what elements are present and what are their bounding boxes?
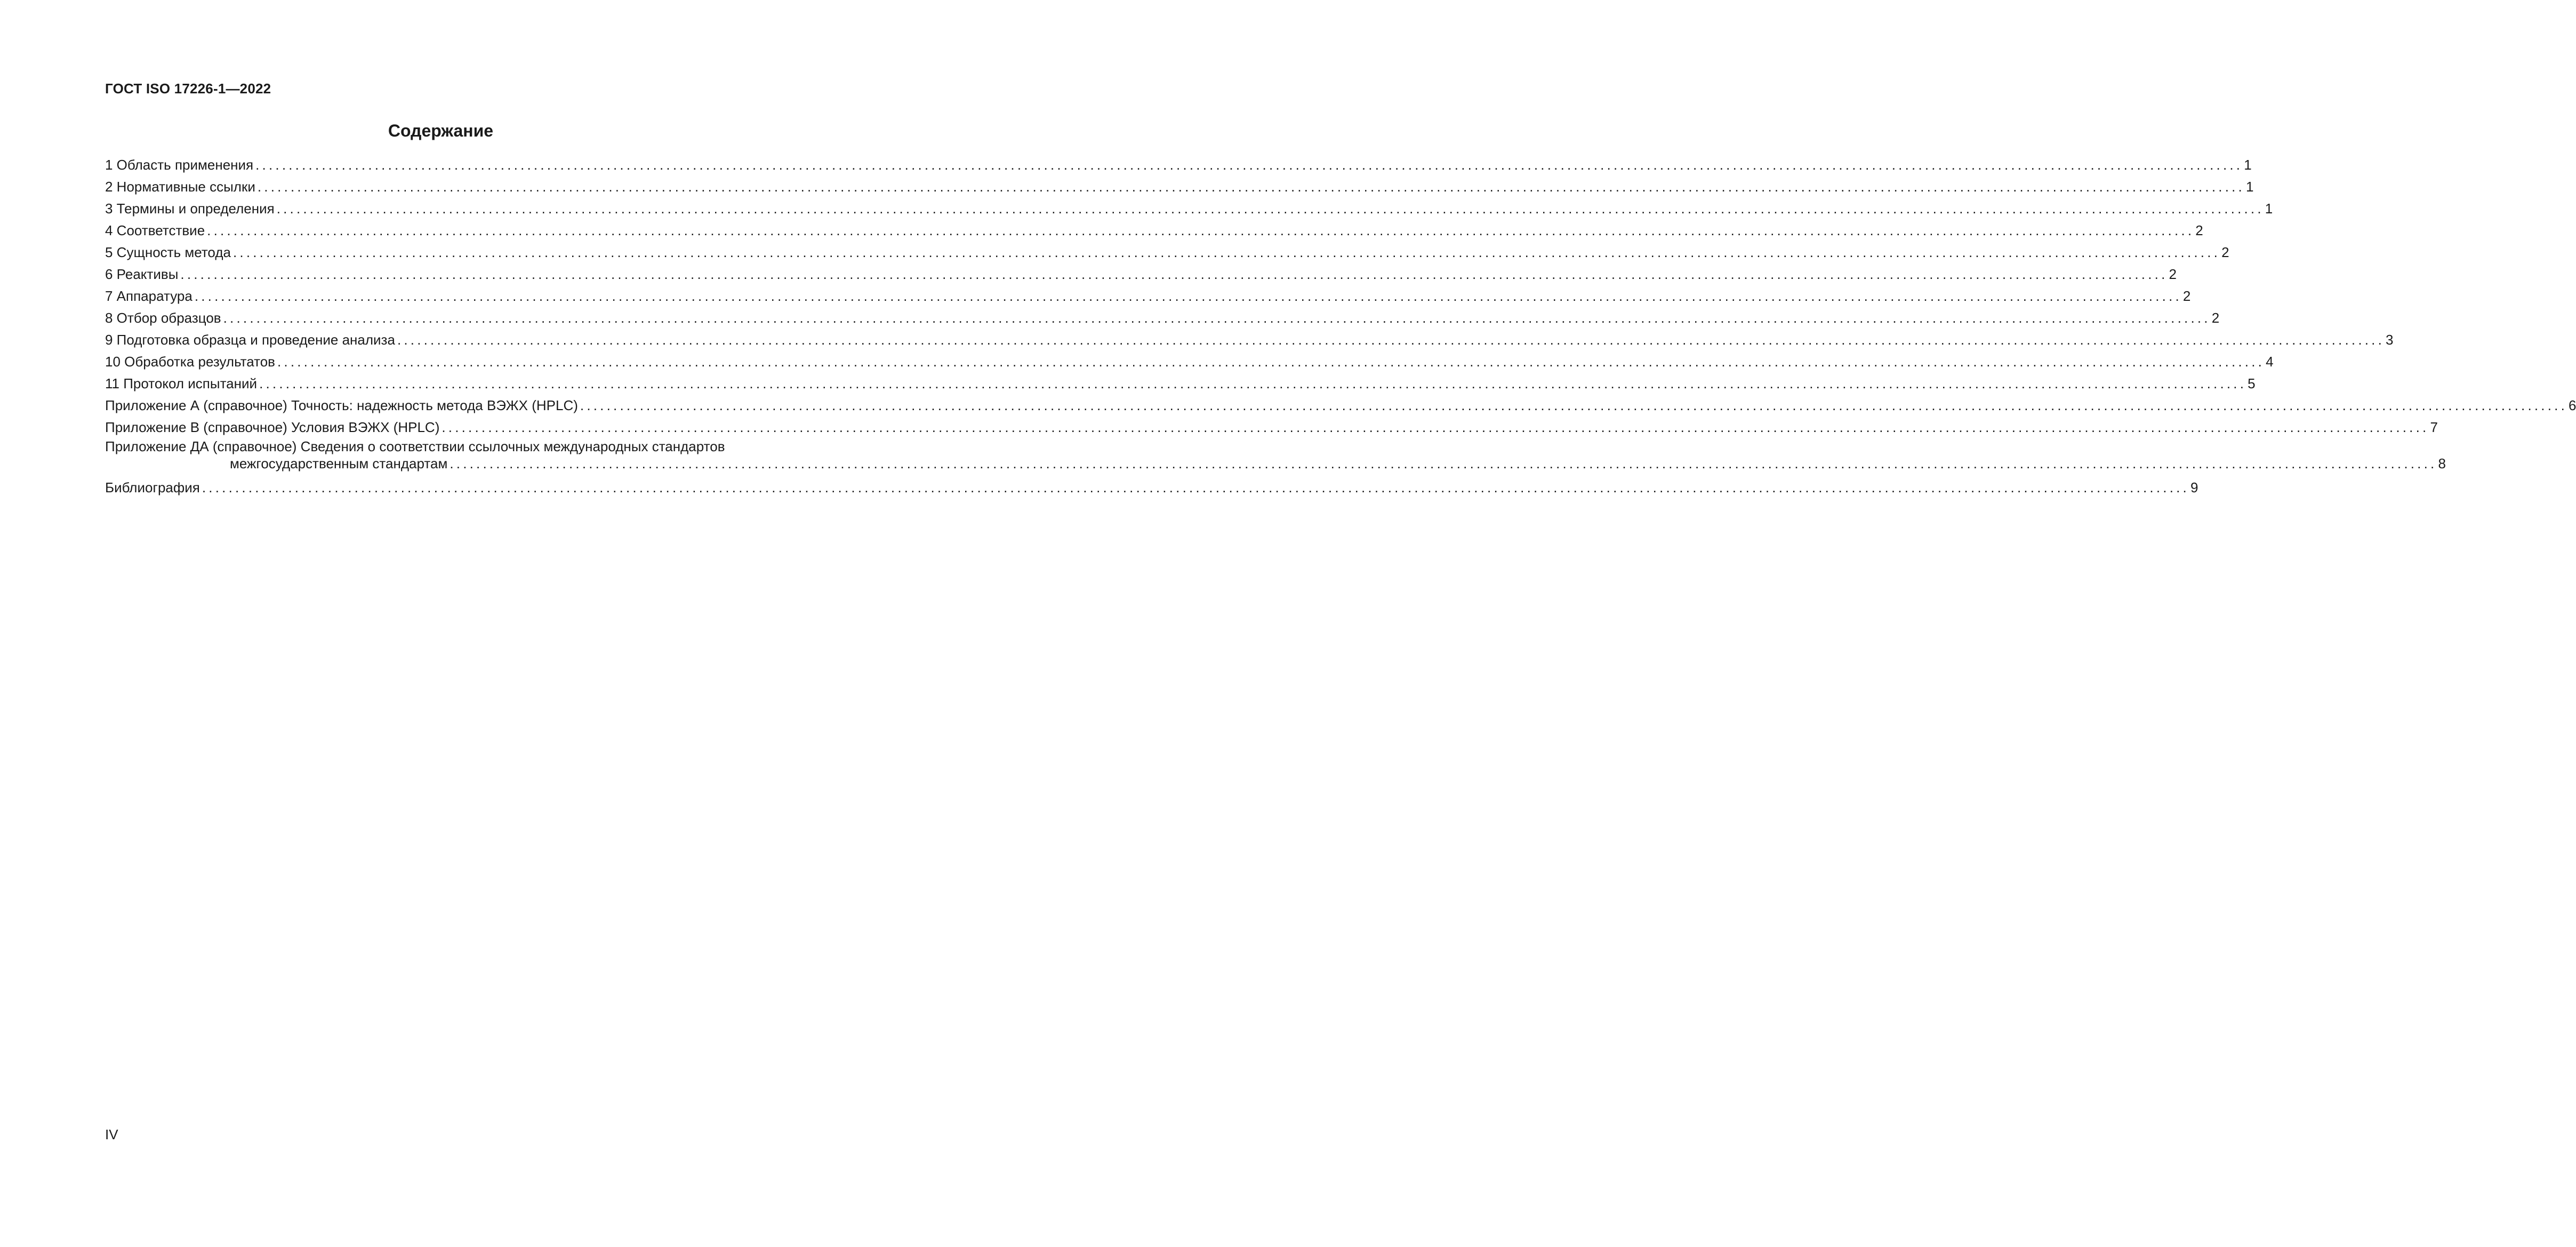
toc-entry-page: 1 bbox=[2245, 179, 2254, 195]
toc-entry[interactable] bbox=[105, 373, 2256, 395]
toc-entry[interactable] bbox=[105, 307, 2220, 329]
toc-leader-dots: ............................................................................................................................................................................................................................................................................................................ bbox=[277, 354, 2265, 370]
toc-entry-label: 2 Нормативные ссылки bbox=[105, 179, 255, 195]
toc-entry-label: 6 Реактивы bbox=[105, 266, 179, 282]
toc-leader-dots: ............................................................................................................................................................................................................................................................................................................ bbox=[223, 310, 2211, 326]
toc-entry-page: 3 bbox=[2386, 332, 2394, 348]
toc-entry-page: 8 bbox=[2438, 455, 2446, 471]
toc-entry-label: 9 Подготовка образца и проведение анализа bbox=[105, 332, 395, 348]
toc-entry-page: 5 bbox=[2248, 375, 2256, 391]
toc-entry-label: 3 Термины и определения bbox=[105, 201, 275, 217]
table-of-contents bbox=[105, 154, 2576, 499]
toc-entry-label: Приложение А (справочное) Точность: надежность метода ВЭЖХ (HPLC) bbox=[105, 397, 578, 413]
document-code: ГОСТ ISO 17226-1—2022 bbox=[105, 81, 271, 97]
page-number: IV bbox=[105, 1126, 118, 1142]
page-title: Содержание bbox=[388, 121, 494, 140]
toc-entry-page: 1 bbox=[2265, 201, 2273, 217]
toc-leader-dots: ............................................................................................................................................................................................................................................................................................................ bbox=[255, 157, 2243, 173]
toc-entry-page: 2 bbox=[2182, 288, 2191, 304]
toc-entry[interactable] bbox=[105, 329, 2394, 351]
toc-leader-dots: ............................................................................................................................................................................................................................................................................................................ bbox=[232, 244, 2221, 260]
toc-leader-dots: ............................................................................................................................................................................................................................................................................................................ bbox=[580, 397, 2567, 413]
toc-entry-page: 6 bbox=[2569, 397, 2576, 413]
toc-entry-page: 2 bbox=[2211, 310, 2220, 326]
toc-entry[interactable] bbox=[105, 154, 2252, 176]
toc-entry[interactable] bbox=[105, 477, 2198, 499]
toc-entry-label: Приложение В (справочное) Условия ВЭЖХ (HPLC) bbox=[105, 419, 440, 435]
toc-entry-page: 4 bbox=[2266, 354, 2274, 370]
toc-entry[interactable] bbox=[105, 176, 2254, 198]
toc-entry[interactable] bbox=[105, 395, 2576, 417]
toc-leader-dots: ............................................................................................................................................................................................................................................................................................................ bbox=[442, 419, 2429, 435]
toc-leader-dots: ............................................................................................................................................................................................................................................................................................................ bbox=[259, 375, 2247, 391]
toc-entry[interactable] bbox=[105, 285, 2191, 307]
toc-entry[interactable] bbox=[105, 417, 2438, 438]
toc-entry-label: 1 Область применения bbox=[105, 157, 254, 173]
toc-entry-continuation bbox=[105, 455, 2446, 477]
toc-entry-label: Библиография bbox=[105, 479, 200, 495]
toc-entry[interactable] bbox=[105, 263, 2177, 285]
toc-leader-dots: ............................................................................................................................................................................................................................................................................................................ bbox=[180, 266, 2168, 282]
toc-entry-label: 4 Соответствие bbox=[105, 222, 205, 238]
toc-entry-label: 7 Аппаратура bbox=[105, 288, 192, 304]
toc-leader-dots: ............................................................................................................................................................................................................................................................................................................ bbox=[207, 222, 2195, 238]
toc-entry-page: 2 bbox=[2221, 244, 2229, 260]
toc-entry[interactable] bbox=[105, 242, 2229, 263]
toc-entry[interactable] bbox=[105, 351, 2274, 373]
toc-leader-dots: ............................................................................................................................................................................................................................................................................................................ bbox=[194, 288, 2182, 304]
toc-entry[interactable] bbox=[105, 438, 2446, 477]
toc-entry-page: 9 bbox=[2190, 479, 2198, 495]
toc-entry-label: 10 Обработка результатов bbox=[105, 354, 275, 370]
toc-entry-page: 2 bbox=[2169, 266, 2177, 282]
toc-entry-page: 1 bbox=[2244, 157, 2252, 173]
toc-entry-label: 8 Отбор образцов bbox=[105, 310, 221, 326]
toc-entry-page: 7 bbox=[2430, 419, 2438, 435]
toc-entry[interactable] bbox=[105, 198, 2273, 220]
toc-entry-label-continuation: межгосударственным стандартам bbox=[230, 455, 448, 471]
toc-leader-dots: ............................................................................................................................................................................................................................................................................................................ bbox=[257, 179, 2245, 195]
toc-entry[interactable] bbox=[105, 220, 2203, 242]
toc-entry-label: 5 Сущность метода bbox=[105, 244, 231, 260]
toc-entry-page: 2 bbox=[2195, 222, 2203, 238]
toc-leader-dots: ............................................................................................................................................................................................................................................................................................................ bbox=[276, 201, 2264, 217]
toc-leader-dots: ............................................................................................................................................................................................................................................................................................................ bbox=[202, 479, 2189, 495]
toc-leader-dots: ............................................................................................................................................................................................................................................................................................................ bbox=[397, 332, 2385, 348]
toc-entry-label: Приложение ДА (справочное) Сведения о соответствии ссылочных международных стандартов bbox=[105, 438, 725, 454]
toc-entry-label: 11 Протокол испытаний bbox=[105, 375, 258, 391]
toc-leader-dots: ............................................................................................................................................................................................................................................................................................................ bbox=[450, 455, 2437, 471]
